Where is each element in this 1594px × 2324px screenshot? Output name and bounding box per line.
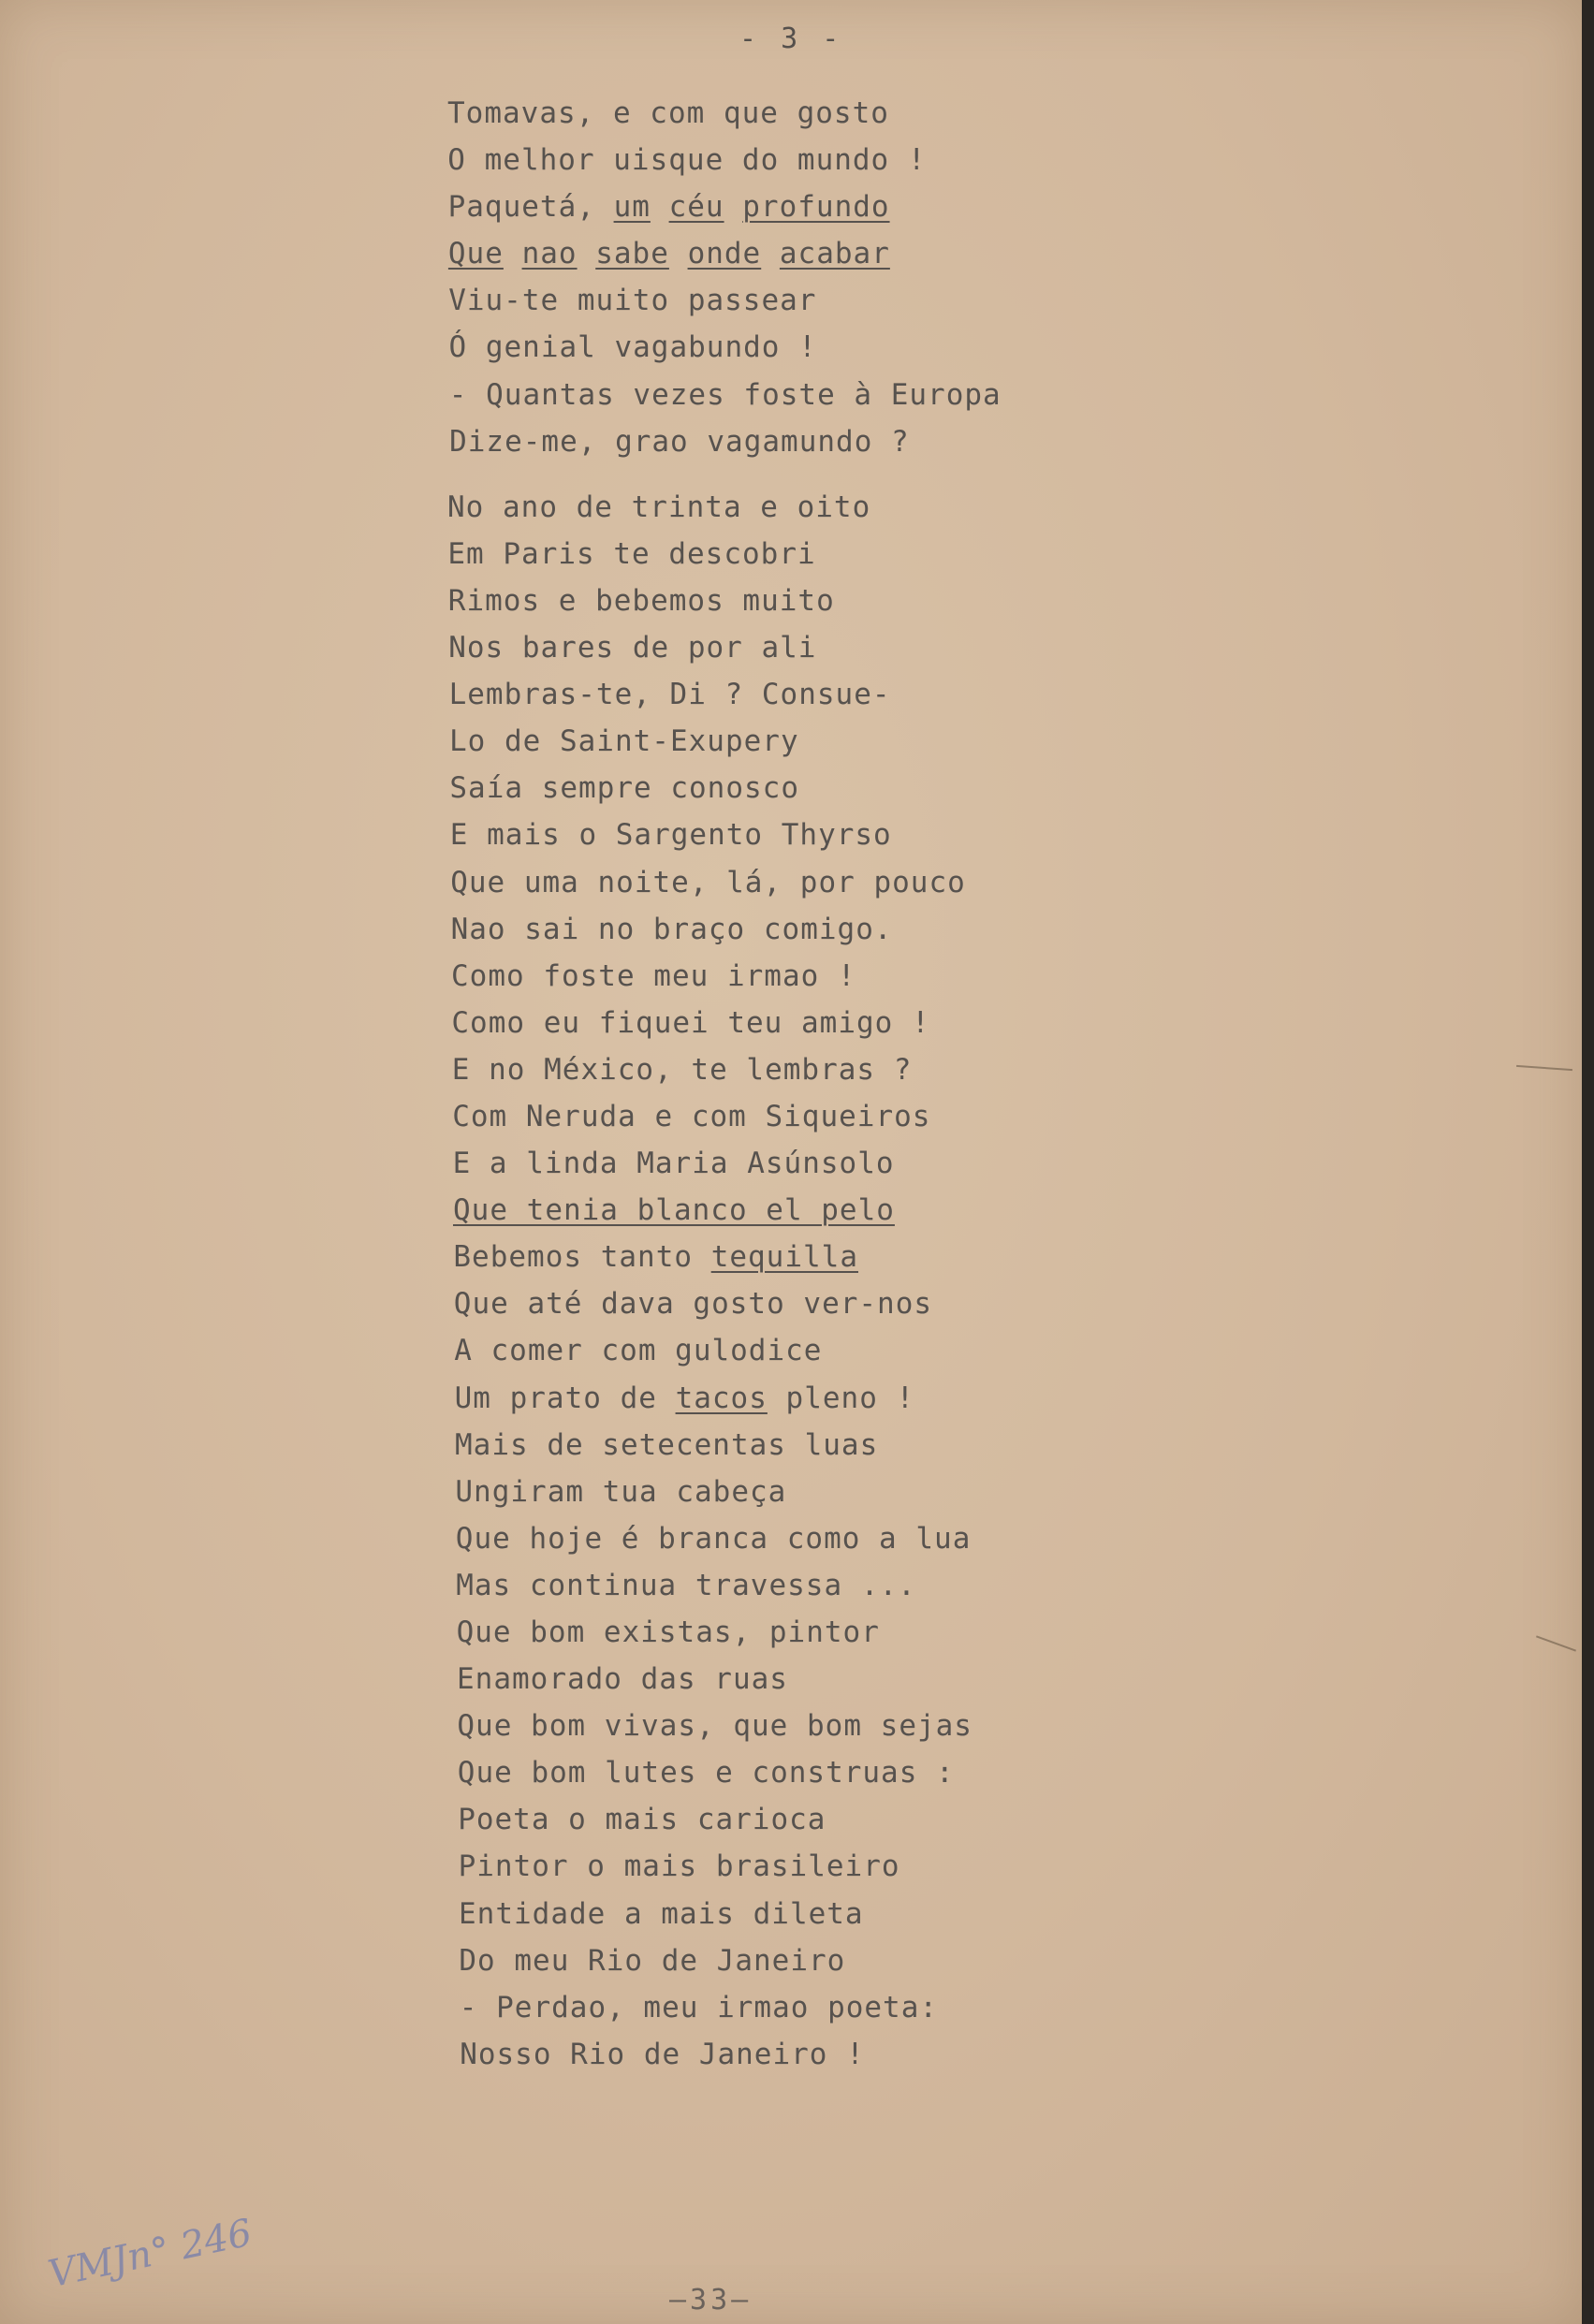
poem-line — [457, 1703, 1159, 1749]
poem-line — [449, 324, 1160, 371]
poem-line — [451, 1000, 1159, 1046]
line-text: Paquetá, — [447, 190, 614, 225]
line-text: Tomavas, e com que gosto — [447, 96, 889, 130]
poem-line — [455, 1422, 1159, 1469]
poem-line — [452, 1093, 1159, 1140]
poem-line — [450, 859, 1159, 906]
underlined-text: sabe — [595, 237, 669, 271]
stanza — [447, 90, 1159, 465]
line-text: Lembras-te, Di ? Consue- — [448, 678, 891, 712]
poem-line — [458, 1749, 1159, 1796]
poem-line — [460, 2031, 1159, 2078]
poem-line — [457, 1656, 1159, 1703]
poem-line — [447, 531, 1159, 577]
line-text — [651, 190, 669, 224]
stanza — [447, 484, 1159, 2078]
line-text: Como eu fiquei teu amigo ! — [451, 1005, 930, 1040]
line-text: Que bom vivas, que bom sejas — [457, 1709, 972, 1744]
line-text: pleno ! — [767, 1381, 915, 1415]
poem-line — [448, 230, 1159, 277]
line-text: Viu-te muito passear — [448, 284, 817, 318]
line-text: Como foste meu irmao ! — [451, 958, 856, 993]
line-text: Saía sempre conosco — [449, 771, 799, 806]
line-text: Nos bares de por ali — [448, 631, 817, 665]
poem-line — [448, 624, 1159, 671]
line-text: Em Paris te descobri — [447, 536, 816, 571]
poem-line — [449, 418, 1159, 465]
underlined-text: onde — [687, 237, 762, 271]
underlined-text: um — [613, 190, 651, 225]
line-text — [578, 237, 596, 270]
poem-line — [449, 765, 1159, 811]
line-text: Que bom existas, pintor — [456, 1615, 880, 1649]
poem-line — [451, 953, 1159, 1000]
handwritten-archive-mark: VMJn° 246 — [44, 2211, 256, 2297]
poem-line — [448, 183, 1159, 230]
line-text: Que hoje é branca como a lua — [455, 1521, 972, 1556]
poem-line — [449, 372, 1159, 418]
line-text — [724, 190, 743, 224]
line-text: Poeta o mais carioca — [458, 1803, 826, 1837]
poem-line — [455, 1469, 1159, 1515]
line-text — [669, 237, 688, 270]
line-text: - Quantas vezes foste à Europa — [448, 377, 1002, 412]
page-number: - 3 - — [739, 22, 843, 55]
poem-line — [453, 1140, 1159, 1187]
poem-line — [448, 277, 1159, 324]
poem-line — [449, 671, 1159, 718]
footer-page-number: —33— — [669, 2284, 753, 2317]
line-text: A comer com gulodice — [454, 1334, 823, 1368]
underlined-text: Que — [447, 237, 504, 271]
poem-text — [447, 90, 1159, 2078]
poem-line — [447, 137, 1159, 183]
line-text: Entidade a mais dileta — [459, 1896, 864, 1931]
poem-line — [453, 1234, 1159, 1280]
line-text: Lo de Saint-Exupery — [449, 724, 799, 759]
poem-line — [447, 484, 1159, 531]
poem-line — [452, 1046, 1159, 1093]
line-text: O melhor uisque do mundo ! — [447, 143, 927, 178]
poem-line — [459, 1891, 1159, 1937]
paper-tear-mark — [1536, 1635, 1576, 1651]
underlined-text: profundo — [742, 190, 890, 225]
line-text: Um prato de — [454, 1381, 676, 1415]
line-text: Enamorado das ruas — [457, 1662, 788, 1697]
line-text: Ungiram tua cabeça — [455, 1474, 787, 1509]
line-text — [504, 237, 522, 270]
line-text: Mais de setecentas luas — [455, 1427, 879, 1462]
poem-line — [457, 1609, 1159, 1656]
line-text: Nao sai no braço comigo. — [450, 912, 893, 946]
poem-line — [456, 1562, 1159, 1609]
line-text: - Perdao, meu irmao poeta: — [459, 1990, 939, 2024]
line-text: Mas continua travessa ... — [456, 1568, 916, 1602]
line-text: Pintor o mais brasileiro — [458, 1849, 900, 1884]
poem-line — [454, 1280, 1159, 1327]
line-text: E no México, te lembras ? — [451, 1052, 913, 1087]
line-text — [761, 237, 780, 270]
line-text: Nosso Rio de Janeiro ! — [460, 2037, 865, 2071]
line-text: E a linda Maria Asúnsolo — [452, 1147, 895, 1181]
poem-line — [453, 1187, 1159, 1234]
underlined-text: nao — [521, 237, 578, 271]
poem-line — [456, 1515, 1159, 1562]
poem-line — [448, 577, 1159, 624]
poem-line — [449, 718, 1159, 765]
underlined-text: acabar — [779, 237, 890, 271]
line-text: Ó genial vagabundo ! — [448, 330, 817, 365]
line-text: Rimos e bebemos muito — [447, 583, 835, 618]
poem-line — [460, 1984, 1159, 2031]
underlined-text: céu — [668, 190, 724, 225]
underlined-text: Que tenia blanco el pelo — [453, 1193, 895, 1228]
line-text: Do meu Rio de Janeiro — [459, 1943, 846, 1978]
poem-line — [450, 811, 1159, 858]
poem-line — [458, 1796, 1159, 1843]
line-text: E mais o Sargento Thyrso — [449, 818, 892, 853]
line-text: Bebemos tanto — [453, 1240, 711, 1275]
poem-line — [447, 90, 1159, 137]
poem-line — [459, 1843, 1159, 1890]
line-text: Que bom lutes e construas : — [457, 1756, 955, 1791]
line-text: Com Neruda e com Siqueiros — [452, 1099, 931, 1133]
line-text: Dize-me, grao vagamundo ? — [449, 424, 910, 459]
underlined-text: tequilla — [710, 1240, 858, 1275]
poem-line — [451, 906, 1159, 953]
line-text: Que até dava gosto ver-nos — [453, 1287, 933, 1322]
underlined-text: tacos — [675, 1381, 768, 1415]
poem-line — [459, 1937, 1159, 1984]
line-text: No ano de trinta e oito — [447, 490, 871, 524]
paper-tear-mark — [1516, 1065, 1572, 1071]
poem-line — [454, 1327, 1159, 1374]
line-text: Que uma noite, lá, por pouco — [450, 865, 966, 899]
poem-line — [455, 1375, 1159, 1422]
